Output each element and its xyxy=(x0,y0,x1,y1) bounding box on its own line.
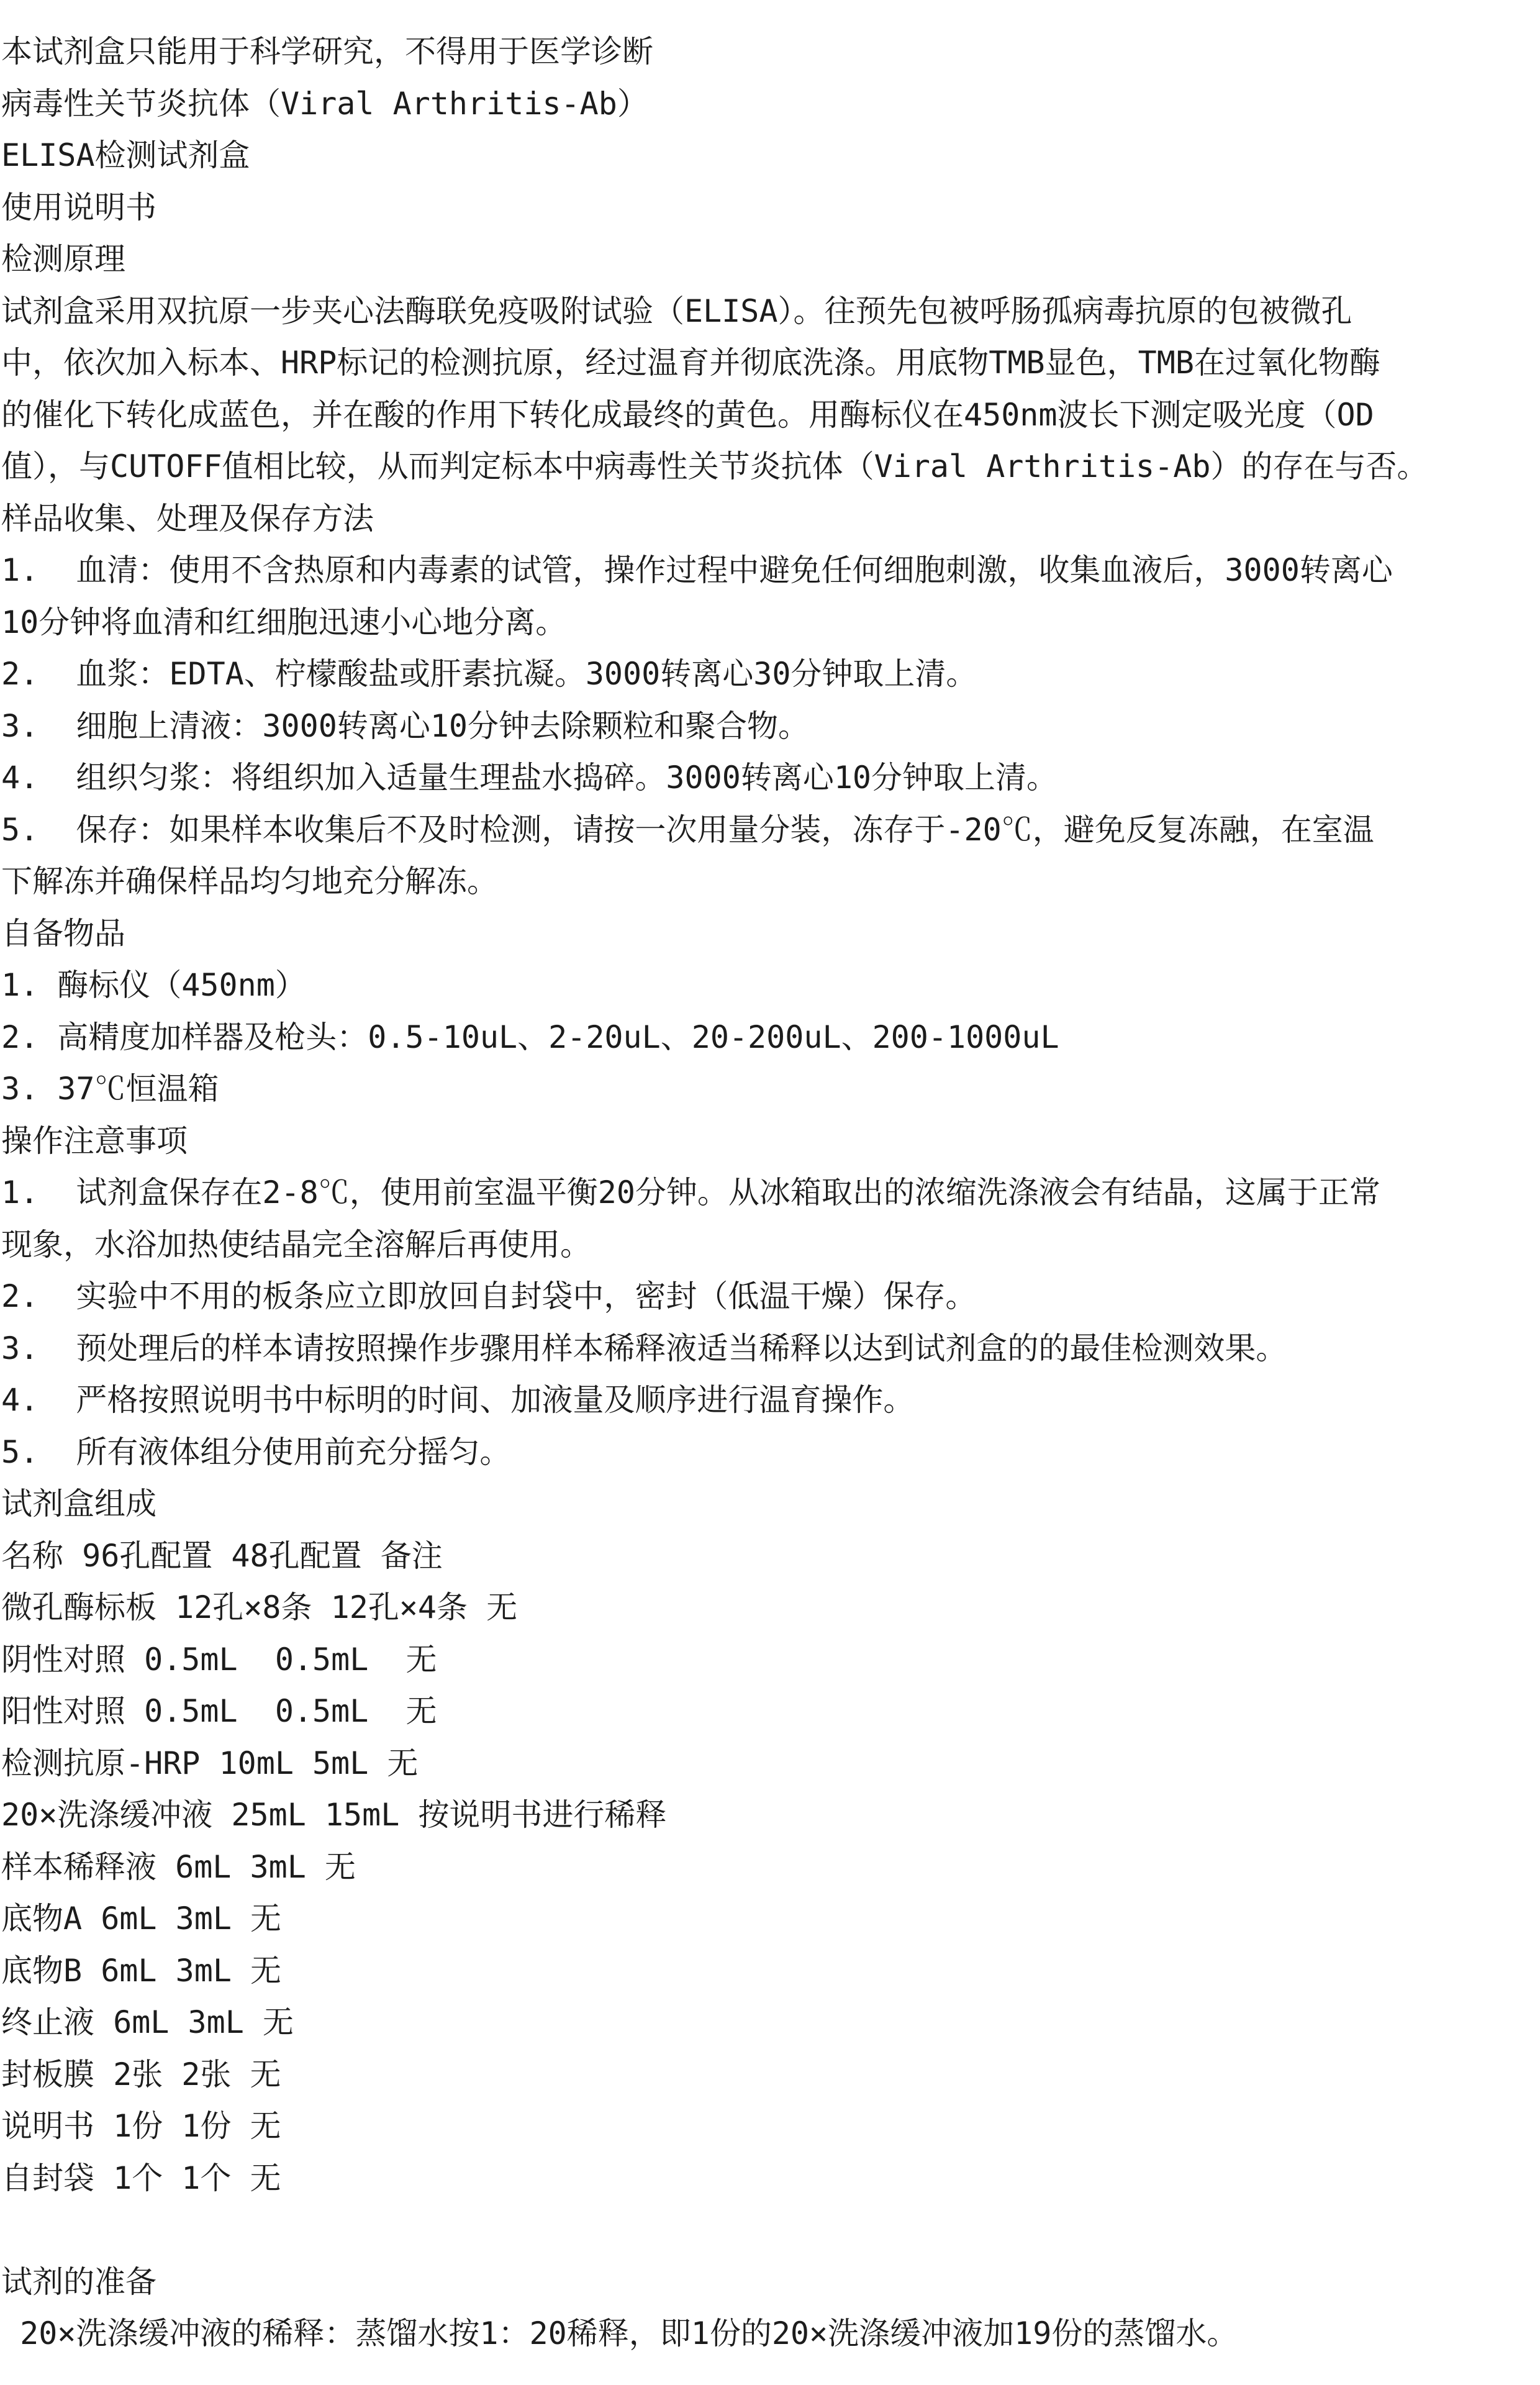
section-heading-sample-handling: 样品收集、处理及保存方法 xyxy=(1,500,374,537)
list-item-line: 5. 所有液体组分使用前充分摇匀。 xyxy=(1,1433,511,1470)
manual-title-line: 使用说明书 xyxy=(1,189,156,225)
list-item-line: 3. 预处理后的样本请按照操作步骤用样本稀释液适当稀释以达到试剂盒的的最佳检测效果。 xyxy=(1,1330,1287,1366)
section-heading-principle: 检测原理 xyxy=(1,241,125,277)
product-title-line: 病毒性关节炎抗体（Viral Arthritis-Ab） xyxy=(1,85,648,122)
list-item-line: 10分钟将血清和红细胞迅速小心地分离。 xyxy=(1,604,567,640)
table-row: 检测抗原-HRP 10mL 5mL 无 xyxy=(1,1745,419,1781)
list-item-line: 2. 高精度加样器及枪头：0.5-10uL、2-20uL、20-200uL、200-1000uL xyxy=(1,1019,1059,1055)
list-item-line: 下解冻并确保样品均匀地充分解冻。 xyxy=(1,863,498,899)
table-row: 说明书 1份 1份 无 xyxy=(1,2108,281,2144)
table-row: 20×洗涤缓冲液 25mL 15mL 按说明书进行稀释 xyxy=(1,1797,667,1833)
list-item-line: 1. 血清：使用不含热原和内毒素的试管，操作过程中避免任何细胞刺激，收集血液后，3000转离心 xyxy=(1,552,1393,588)
section-heading-kit-components: 试剂盒组成 xyxy=(1,1486,156,1522)
table-row: 封板膜 2张 2张 无 xyxy=(1,2056,281,2092)
text-line: 值），与CUTOFF值相比较，从而判定标本中病毒性关节炎抗体（Viral Arthritis-Ab）的存在与否。 xyxy=(1,448,1428,484)
table-row: 终止液 6mL 3mL 无 xyxy=(1,2004,294,2040)
list-item-line: 4. 组织匀浆：将组织加入适量生理盐水捣碎。3000转离心10分钟取上清。 xyxy=(1,760,1058,796)
section-heading-materials: 自备物品 xyxy=(1,915,125,952)
table-row: 底物B 6mL 3mL 无 xyxy=(1,1952,282,1989)
table-row: 样本稀释液 6mL 3mL 无 xyxy=(1,1848,356,1885)
table-row: 底物A 6mL 3mL 无 xyxy=(1,1901,282,1937)
list-item-line: 2. 实验中不用的板条应立即放回自封袋中，密封（低温干燥）保存。 xyxy=(1,1278,977,1314)
table-header-row: 名称 96孔配置 48孔配置 备注 xyxy=(1,1537,443,1574)
disclaimer-line: 本试剂盒只能用于科学研究，不得用于医学诊断 xyxy=(1,34,653,70)
list-item-line: 3. 细胞上清液：3000转离心10分钟去除颗粒和聚合物。 xyxy=(1,707,810,744)
list-item-line: 3. 37℃恒温箱 xyxy=(1,1071,219,1107)
text-line: 20×洗涤缓冲液的稀释：蒸馏水按1：20稀释，即1份的20×洗涤缓冲液加19份的蒸馏水。 xyxy=(1,2315,1238,2351)
text-line: 的催化下转化成蓝色，并在酸的作用下转化成最终的黄色。用酶标仪在450nm波长下测定吸光度（OD xyxy=(1,396,1374,433)
list-item-line: 1. 试剂盒保存在2-8℃，使用前室温平衡20分钟。从冰箱取出的浓缩洗涤液会有结晶，这属于正常 xyxy=(1,1174,1380,1211)
document-body xyxy=(0,26,1540,2360)
section-heading-reagent-prep: 试剂的准备 xyxy=(1,2263,156,2300)
table-row: 自封袋 1个 1个 无 xyxy=(1,2160,281,2196)
text-line: 中，依次加入标本、HRP标记的检测抗原，经过温育并彻底洗涤。用底物TMB显色，TMB在过氧化物酶 xyxy=(1,345,1380,381)
list-item-line: 现象，水浴加热使结晶完全溶解后再使用。 xyxy=(1,1226,591,1263)
text-line: 试剂盒采用双抗原一步夹心法酶联免疫吸附试验（ELISA）。往预先包被呼肠孤病毒抗原的包被微孔 xyxy=(1,293,1352,329)
section-heading-precautions: 操作注意事项 xyxy=(1,1122,188,1159)
list-item-line: 4. 严格按照说明书中标明的时间、加液量及顺序进行温育操作。 xyxy=(1,1382,915,1418)
product-subtitle-line: ELISA检测试剂盒 xyxy=(1,137,250,173)
list-item-line: 1. 酶标仪（450nm） xyxy=(1,967,306,1003)
list-item-line: 2. 血浆：EDTA、柠檬酸盐或肝素抗凝。3000转离心30分钟取上清。 xyxy=(1,656,977,692)
blank-line xyxy=(0,2204,1540,2256)
table-row: 微孔酶标板 12孔×8条 12孔×4条 无 xyxy=(1,1589,518,1625)
list-item-line: 5. 保存：如果样本收集后不及时检测，请按一次用量分装，冻存于-20℃，避免反复冻融，在室温 xyxy=(1,811,1374,848)
table-row: 阳性对照 0.5mL 0.5mL 无 xyxy=(1,1693,437,1729)
table-row: 阴性对照 0.5mL 0.5mL 无 xyxy=(1,1641,437,1678)
